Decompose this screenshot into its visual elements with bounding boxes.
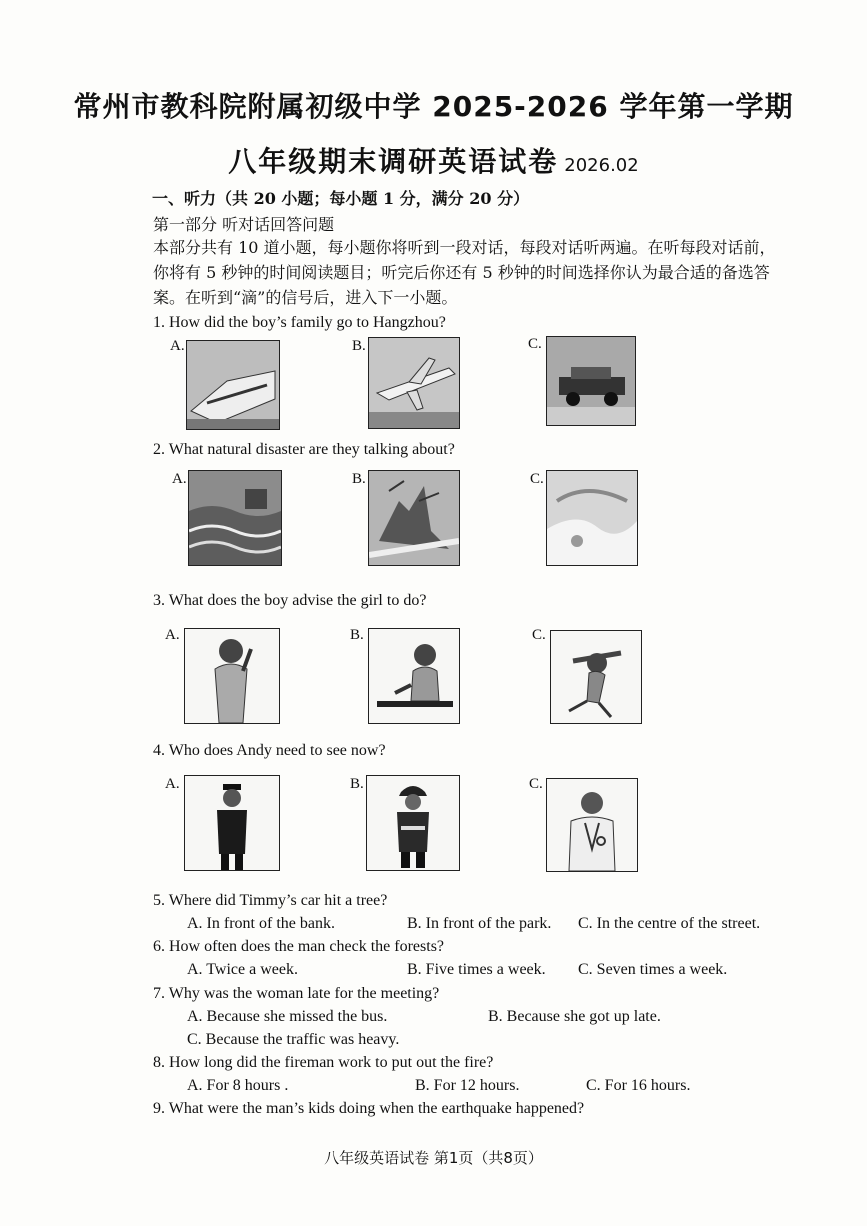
- option-label-a: A.: [165, 627, 180, 643]
- page-footer: 八年级英语试卷 第1页（共8页）: [324, 1149, 543, 1167]
- question-8-option-b: B. For 12 hours.: [415, 1077, 520, 1094]
- option-label-c: C.: [532, 627, 546, 643]
- instructions-line: 本部分共有 10 道小题，每小题你将听到一段对话，每段对话听两遍。在听每段对话前，: [153, 238, 776, 257]
- exam-date: 2026.02: [564, 155, 639, 176]
- flood-icon: [188, 470, 282, 566]
- exam-title-line1: 常州市教科院附属初级中学 2025-2026 学年第一学期: [73, 90, 794, 123]
- option-label-b: B.: [350, 627, 364, 643]
- question-9-stem: 9. What were the man’s kids doing when the earthquake happened?: [153, 1100, 585, 1117]
- question-6-option-a: A. Twice a week.: [187, 961, 298, 978]
- doctor-icon: [546, 778, 638, 872]
- girl-thinking-icon: [184, 628, 280, 724]
- question-7-option-a: A. Because she missed the bus.: [187, 1008, 388, 1025]
- girl-at-desk-icon: [368, 628, 460, 724]
- question-3-stem: 3. What does the boy advise the girl to do?: [153, 592, 427, 609]
- question-5-option-a: A. In front of the bank.: [187, 915, 335, 932]
- question-5-stem: 5. Where did Timmy’s car hit a tree?: [153, 892, 388, 909]
- option-label-b: B.: [350, 776, 364, 792]
- fireman-icon: [366, 775, 460, 871]
- question-4-stem: 4. Who does Andy need to see now?: [153, 742, 386, 759]
- snowstorm-icon: [546, 470, 638, 566]
- question-1-stem: 1. How did the boy’s family go to Hangzhou?: [153, 314, 446, 331]
- option-label-c: C.: [528, 336, 542, 352]
- train-icon: [186, 340, 280, 430]
- option-label-a: A.: [172, 471, 187, 487]
- policeman-icon: [184, 775, 280, 871]
- question-6-option-c: C. Seven times a week.: [578, 961, 728, 978]
- car-icon: [546, 336, 636, 426]
- question-8-option-c: C. For 16 hours.: [586, 1077, 691, 1094]
- question-7-stem: 7. Why was the woman late for the meeting?: [153, 985, 440, 1002]
- exam-title-main: 八年级期末调研英语试卷: [228, 145, 559, 178]
- option-label-c: C.: [529, 776, 543, 792]
- question-2-stem: 2. What natural disaster are they talking about?: [153, 441, 455, 458]
- plane-icon: [368, 337, 460, 429]
- option-label-c: C.: [530, 471, 544, 487]
- instructions: [153, 235, 783, 310]
- question-6-option-b: B. Five times a week.: [407, 961, 546, 978]
- question-5-option-c: C. In the centre of the street.: [578, 915, 761, 932]
- question-5-option-b: B. In front of the park.: [407, 915, 552, 932]
- option-label-a: A.: [170, 338, 185, 354]
- option-label-b: B.: [352, 471, 366, 487]
- option-label-b: B.: [352, 338, 366, 354]
- question-8-stem: 8. How long did the fireman work to put out the fire?: [153, 1054, 494, 1071]
- section-heading: 一、听力（共 20 小题；每小题 1 分，满分 20 分）: [152, 189, 530, 208]
- question-7-option-b: B. Because she got up late.: [488, 1008, 661, 1025]
- question-6-stem: 6. How often does the man check the forests?: [153, 938, 445, 955]
- instructions-line: 案。在听到“滴”的信号后，进入下一小题。: [153, 288, 458, 307]
- exam-title-line2: [0, 140, 867, 180]
- question-7-option-c: C. Because the traffic was heavy.: [187, 1031, 400, 1048]
- instructions-line: 你将有 5 秒钟的时间阅读题目；听完后你还有 5 秒钟的时间选择你认为最合适的备选答: [153, 263, 770, 282]
- girl-dancing-icon: [550, 630, 642, 724]
- part-heading: 第一部分 听对话回答问题: [153, 215, 335, 234]
- option-label-a: A.: [165, 776, 180, 792]
- question-8-option-a: A. For 8 hours .: [187, 1077, 289, 1094]
- storm-icon: [368, 470, 460, 566]
